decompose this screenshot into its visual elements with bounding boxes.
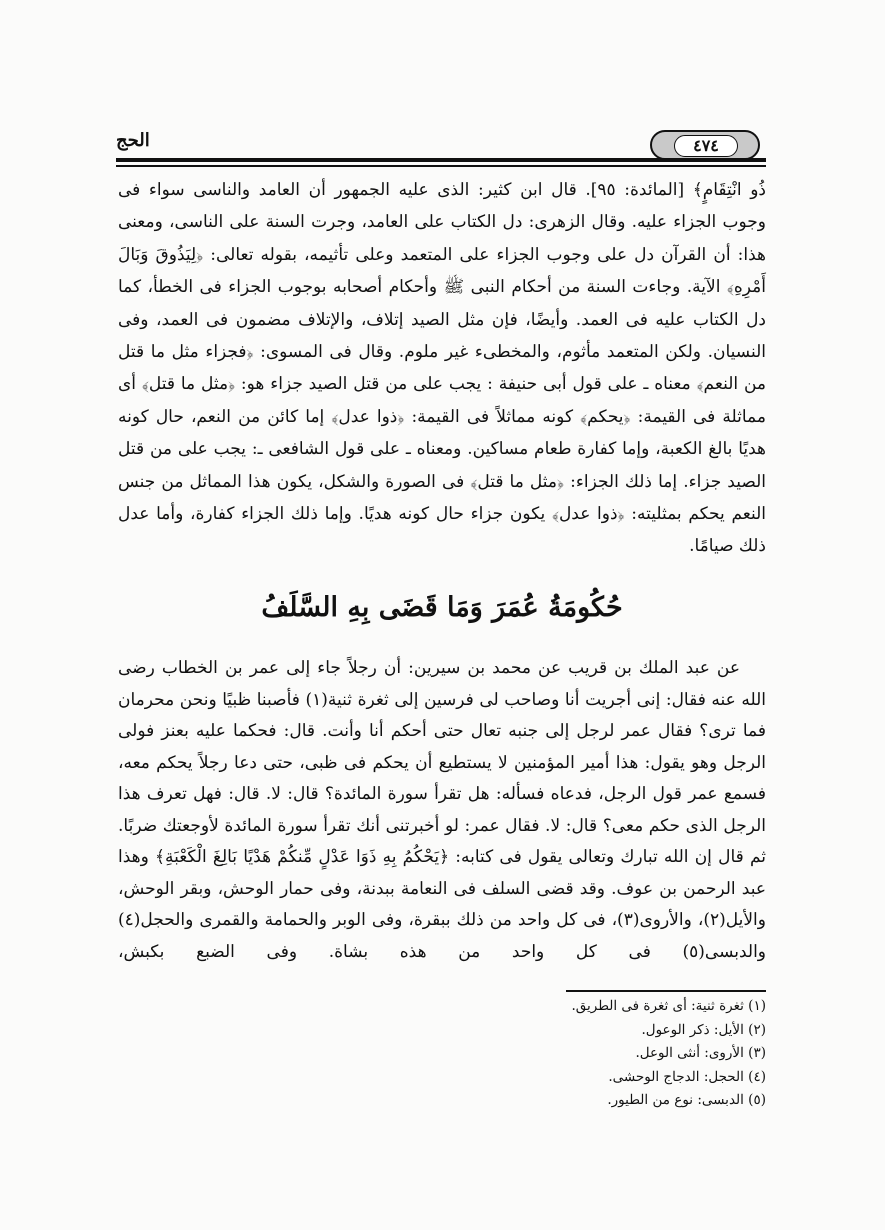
running-title: الحج <box>116 130 150 151</box>
paragraph: عن عبد الملك بن قريب عن محمد بن سيرين: أن رجلاً جاء إلى عمر بن الخطاب رضى الله عنه فقال: إنى أجريت أنا وصاحب لى فرسين إلى ثغرة ثنية(١) فأصبنا ظبيًا ونحن محرمان فما ترى؟ فقال عمر لرجل إلى جنبه تعال حتى أحكم أنا وأنت. قال: فحكما عليه بعنز فولى الرجل وهو يقول: هذا أمير المؤمنين لا يستطيع أن يحكم فى ظبى، حتى دعا رجلاً يحكم معه، فسمع عمر قول الرجل، فدعاه فسأله: هل تقرأ سورة المائدة؟ قال: لا. قال: فهل تعرف هذا الرجل الذى حكم معى؟ قال: لا. فقال عمر: لو أخبرتنى أنك تقرأ سورة المائدة لأوجعتك ضربًا. ثم قال إن الله تبارك وتعالى يقول فى كتابه: ﴿يَحْكُمُ بِهِ ذَوَا عَدْلٍ مِّنكُمْ هَدْيًا بَالِغَ الْكَعْبَةِ﴾ وهذا عبد الرحمن بن عوف. وقد قضى السلف فى النعامة ببدنة، وفى حمار الوحش، وبقر الوحش، والأيل(٢)، والأروى(٣)، فى كل واحد من ذلك ببقرة، وفى الوبر والحمامة والقمرى والحجل(٤) والدبسى(٥) فى كل واحد من هذه بشاة. وفى الضبع بكبش، <box>118 658 766 962</box>
footnote: (١) ثغرة ثنية: أى ثغرة فى الطريق. <box>571 998 766 1014</box>
header-rule-thick <box>116 158 766 162</box>
footnote-separator <box>566 990 766 992</box>
footnotes-list <box>400 995 766 1113</box>
page-number-badge <box>650 130 760 160</box>
page-number: ٤٧٤ <box>674 135 738 157</box>
footnote: (٥) الدبسى: نوع من الطيور. <box>607 1092 766 1109</box>
footnote: (٣) الأروى: أنثى الوعل. <box>635 1045 766 1062</box>
footnote: (٤) الحجل: الدجاج الوحشى. <box>608 1068 766 1085</box>
paragraph: ذُو انْتِقَامٍ﴾ [المائدة: ٩٥]. قال ابن كثير: الذى عليه الجمهور أن العامد والناسى سواء فى وجوب الجزاء عليه. وقال الزهرى: دل الكتاب على العامد، وجرت السنة على الناسى، ومعنى هذا: أن القرآن دل على وجوب الجزاء على المتعمد وعلى تأثيمه، بقوله تعالى: ﴿لِيَذُوقَ وَبَالَ أَمْرِهِ﴾ الآية. وجاءت السنة من أحكام النبى ﷺ وأحكام أصحابه بوجوب الجزاء فى الخطأ، كما دل الكتاب عليه فى العمد. وأيضًا، فإن مثل الصيد إتلاف، والإتلاف مضمون فى العمد، وفى النسيان. ولكن المتعمد مأثوم، والمخطىء غير ملوم. وقال فى المسوى: ﴿فجزاء مثل ما قتل من النعم﴾ معناه ـ على قول أبى حنيفة : يجب على من قتل الصيد جزاء هو: ﴿مثل ما قتل﴾ أى مماثلة فى القيمة: ﴿يحكم﴾ كونه مماثلاً فى القيمة: ﴿ذوا عدل﴾ إما كائن من النعم، حال كونه هديًا بالغ الكعبة، وإما كفارة طعام مساكين. ومعناه ـ على قول الشافعى ـ: يجب على من قتل الصيد جزاء. إما ذلك الجزاء: ﴿مثل ما قتل﴾ فى الصورة والشكل، يكون هذا المماثل من جنس النعم يحكم بمثليته: ﴿ذوا عدل﴾ يكون جزاء حال كونه هديًا. وإما ذلك الجزاء كفارة، وأما عدل ذلك صيامًا. <box>118 180 767 557</box>
header-rule-thin <box>116 165 766 167</box>
footnote: (٢) الأيل: ذكر الوعول. <box>641 1021 766 1038</box>
page-header <box>116 128 766 168</box>
section-heading: حُكُومَةُ عُمَرَ وَمَا قَضَى بِهِ السَّلَفُ <box>261 592 623 623</box>
body-text-block-1 <box>118 174 766 563</box>
